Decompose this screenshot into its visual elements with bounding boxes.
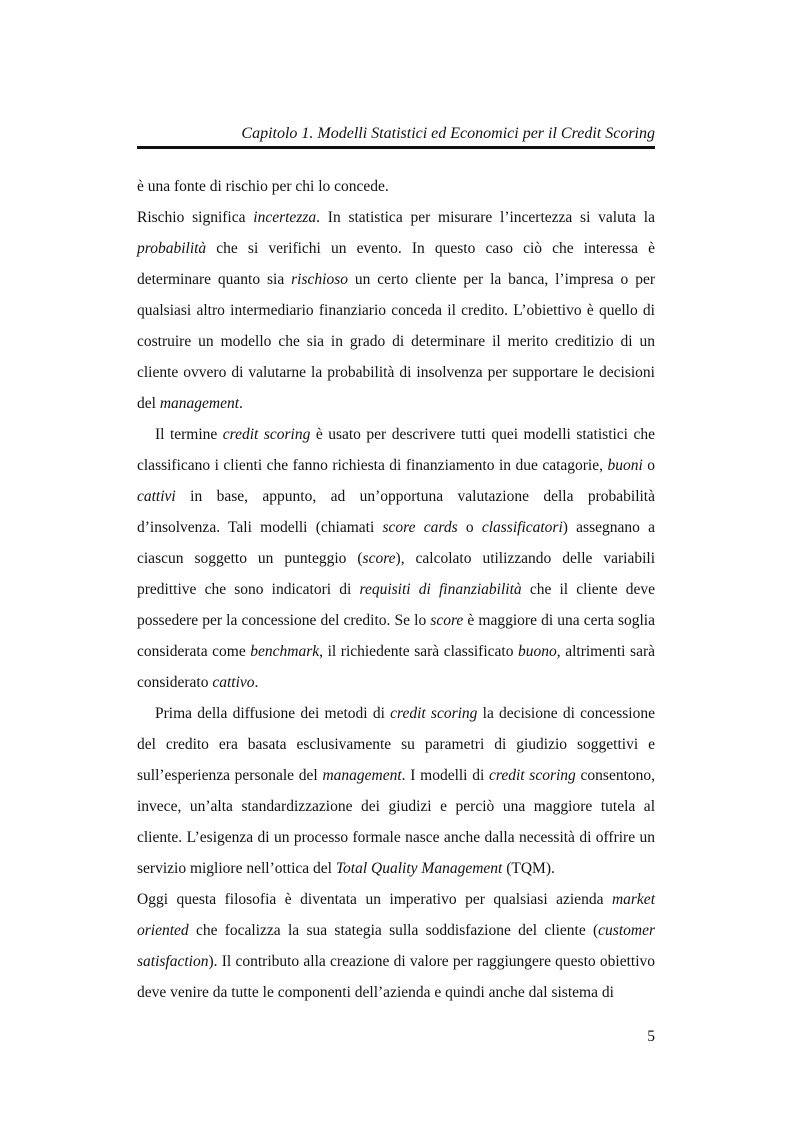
text-span: in base, appunto, ad un’opportuna valutazione della probabilità d’insolvenza. Tali modelli (chiamati [137, 488, 655, 536]
text-span: o [457, 519, 482, 536]
emphasis-term: credit scoring [222, 426, 311, 443]
text-span: , il richiedente sarà classificato [319, 643, 519, 660]
text-span: Il termine [155, 426, 223, 443]
text-span: . [254, 674, 259, 691]
text-span: un certo cliente per la banca, l’impresa o per qualsiasi altro intermediario finanziario conceda il credito. L’obiettivo è quello di costruire un modello che sia in grado di determinare il merito creditizio di un cliente ovvero di valutarne la probabilità di insolvenza per supportare le decisioni del [137, 271, 655, 412]
emphasis-term: rischioso [291, 271, 348, 288]
paragraph-philosophy [137, 884, 655, 1008]
text-span: . In statistica per misurare l’incertezza si valuta la [316, 209, 655, 226]
running-header: Capitolo 1. Modelli Statistici ed Economici per il Credit Scoring [241, 125, 655, 142]
body-text [137, 171, 655, 1008]
text-span: che si verifichi un evento. In questo caso ciò che interessa è determinare quanto sia [137, 240, 655, 288]
emphasis-term: classificatori [481, 519, 563, 536]
text-span: . [239, 395, 243, 412]
paragraph-history [137, 698, 655, 884]
text-span: (TQM). [502, 860, 555, 877]
emphasis-term: Total Quality Management [335, 860, 503, 877]
text-span: ). Il contributo alla creazione di valore per raggiungere questo obiettivo deve venire da tutte le componenti dell’azienda e quindi anche dal sistema di [137, 953, 655, 1001]
text-span: è maggiore di una certa soglia considerata come [137, 612, 655, 660]
text-span: o [642, 457, 655, 474]
text-span: ) assegnano a ciascun soggetto un punteggio ( [137, 519, 655, 567]
emphasis-term: score cards [382, 519, 458, 536]
paragraph-risk [137, 202, 655, 419]
text-span: consentono, invece, un’alta standardizzazione dei giudizi e perciò una maggiore tutela al cliente. L’esigenza di un processo formale nasce anche dalla necessità di offrire un servizio migliore nell’ottica del [137, 767, 656, 877]
text-span: Oggi questa filosofia è diventata un imperativo per qualsiasi azienda [137, 891, 612, 908]
paragraph-credit-scoring-definition [137, 419, 655, 698]
emphasis-term: probabilità [137, 240, 207, 257]
emphasis-term: score [362, 550, 396, 567]
emphasis-term: incertezza [253, 209, 317, 226]
text-span: Rischio significa [137, 209, 254, 226]
emphasis-term: cattivo [212, 674, 255, 691]
emphasis-term: credit scoring [489, 767, 576, 784]
text-span: è usato per descrivere tutti quei modelli statistici che classificano i clienti che fanno richiesta di finanziamento in due catagorie, [137, 426, 655, 474]
text-span: ), calcolato utilizzando delle variabili predittive che sono indicatori di [137, 550, 656, 598]
emphasis-term: market oriented [137, 891, 655, 939]
emphasis-term: buoni [607, 457, 643, 474]
emphasis-term: management [322, 767, 402, 784]
text-span: la decisione di concessione del credito era basata esclusivamente su parametri di giudizio soggettivi e sull’esperienza personale del [137, 705, 655, 784]
emphasis-term: score [430, 612, 464, 629]
emphasis-term: management [159, 395, 240, 412]
emphasis-term: customer satisfaction [137, 922, 655, 970]
emphasis-term: benchmark [250, 643, 320, 660]
text-span: Prima della diffusione dei metodi di [155, 705, 391, 722]
paragraph-continuation [137, 171, 655, 202]
header-rule [137, 146, 655, 149]
text-span: che focalizza la sua stategia sulla soddisfazione del cliente ( [188, 922, 599, 939]
emphasis-term: requisiti di finanziabilità [359, 581, 522, 598]
text-span: , altrimenti sarà considerato [137, 643, 655, 691]
emphasis-term: buono [518, 643, 557, 660]
emphasis-term: cattivi [137, 488, 176, 505]
page-number: 5 [647, 1028, 655, 1045]
text-span: è una fonte di rischio per chi lo concede. [137, 178, 389, 195]
text-span: che il cliente deve possedere per la concessione del credito. Se lo [137, 581, 656, 629]
text-span: . I modelli di [401, 767, 489, 784]
emphasis-term: credit scoring [390, 705, 478, 722]
